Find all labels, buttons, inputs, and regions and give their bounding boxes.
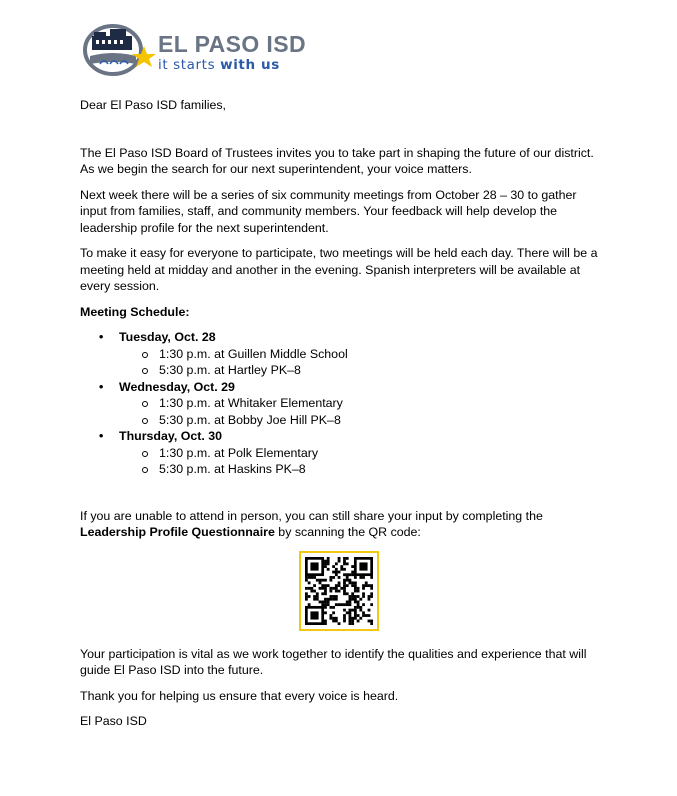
session-item bbox=[119, 412, 605, 429]
schedule-day: Wednesday, Oct. 29 bbox=[119, 379, 235, 394]
meetings-paragraph: Next week there will be a series of six community meetings from October 28 – 30 to gather input from families, staff, and community members. Your feedback will help develop the leadership profile for the next superintendent. bbox=[80, 187, 577, 235]
session-item bbox=[119, 395, 605, 412]
circle-bullet-icon bbox=[142, 467, 148, 473]
schedule-day: Thursday, Oct. 30 bbox=[119, 429, 223, 443]
circle-bullet-icon bbox=[142, 352, 148, 358]
greeting: Dear El Paso ISD families, bbox=[80, 98, 226, 112]
session-item bbox=[119, 461, 605, 478]
circle-bullet-icon bbox=[142, 401, 148, 407]
circle-bullet-icon bbox=[142, 368, 148, 374]
session-list bbox=[119, 395, 605, 428]
bullet-icon: • bbox=[99, 379, 104, 394]
circle-bullet-icon bbox=[142, 451, 148, 457]
online-text-1: If you are unable to attend in person, you can still share your input by completing the bbox=[80, 508, 543, 523]
session-text: 1:30 p.m. at Whitaker Elementary bbox=[159, 396, 343, 410]
participation-paragraph: To make it easy for everyone to participate, two meetings will be held each day. There will be a meeting held at midday and another in the evening. Spanish interpreters will be available at every session. bbox=[80, 246, 598, 293]
online-option-paragraph bbox=[80, 508, 605, 541]
session-text: 1:30 p.m. at Polk Elementary bbox=[159, 445, 319, 460]
schedule-day-item bbox=[80, 379, 605, 429]
logo-emblem-icon bbox=[80, 20, 160, 84]
closing-paragraph: Your participation is vital as we work together to identify the qualities and experience that will guide El Paso ISD into the future. bbox=[80, 646, 587, 677]
tagline-plain: it starts bbox=[158, 57, 216, 73]
circle-bullet-icon bbox=[142, 418, 148, 424]
session-list bbox=[119, 346, 605, 379]
schedule-day: Tuesday, Oct. 28 bbox=[119, 330, 216, 344]
bullet-icon: • bbox=[99, 429, 104, 443]
district-logo bbox=[80, 20, 306, 84]
schedule-day-item bbox=[80, 329, 605, 379]
qr-code-icon bbox=[305, 557, 373, 625]
meeting-schedule-list bbox=[80, 329, 605, 478]
intro-paragraph: The El Paso ISD Board of Trustees invites you to take part in shaping the future of our district. As we begin the search for our next superintendent, your voice matters. bbox=[80, 145, 594, 176]
logo-title: EL PASO ISD bbox=[158, 31, 306, 57]
logo-tagline bbox=[158, 56, 280, 74]
signature: El Paso ISD bbox=[80, 714, 147, 728]
session-item bbox=[119, 362, 605, 379]
session-text: 5:30 p.m. at Bobby Joe Hill PK–8 bbox=[159, 412, 341, 427]
session-item bbox=[119, 346, 605, 363]
session-list bbox=[119, 445, 605, 478]
questionnaire-name: Leadership Profile Questionnaire bbox=[80, 525, 275, 539]
session-text: 5:30 p.m. at Haskins PK–8 bbox=[159, 462, 306, 476]
bullet-icon: • bbox=[99, 330, 104, 344]
thanks-paragraph: Thank you for helping us ensure that every voice is heard. bbox=[80, 688, 399, 703]
online-text-2: by scanning the QR code: bbox=[274, 525, 421, 539]
session-text: 1:30 p.m. at Guillen Middle School bbox=[159, 346, 348, 361]
session-text: 5:30 p.m. at Hartley PK–8 bbox=[159, 363, 301, 377]
tagline-bold: with us bbox=[220, 57, 280, 73]
questionnaire-qr-code[interactable] bbox=[299, 551, 379, 631]
session-item bbox=[119, 445, 605, 462]
schedule-heading: Meeting Schedule: bbox=[80, 304, 190, 319]
schedule-day-item bbox=[80, 428, 605, 478]
letter-body bbox=[80, 97, 605, 739]
